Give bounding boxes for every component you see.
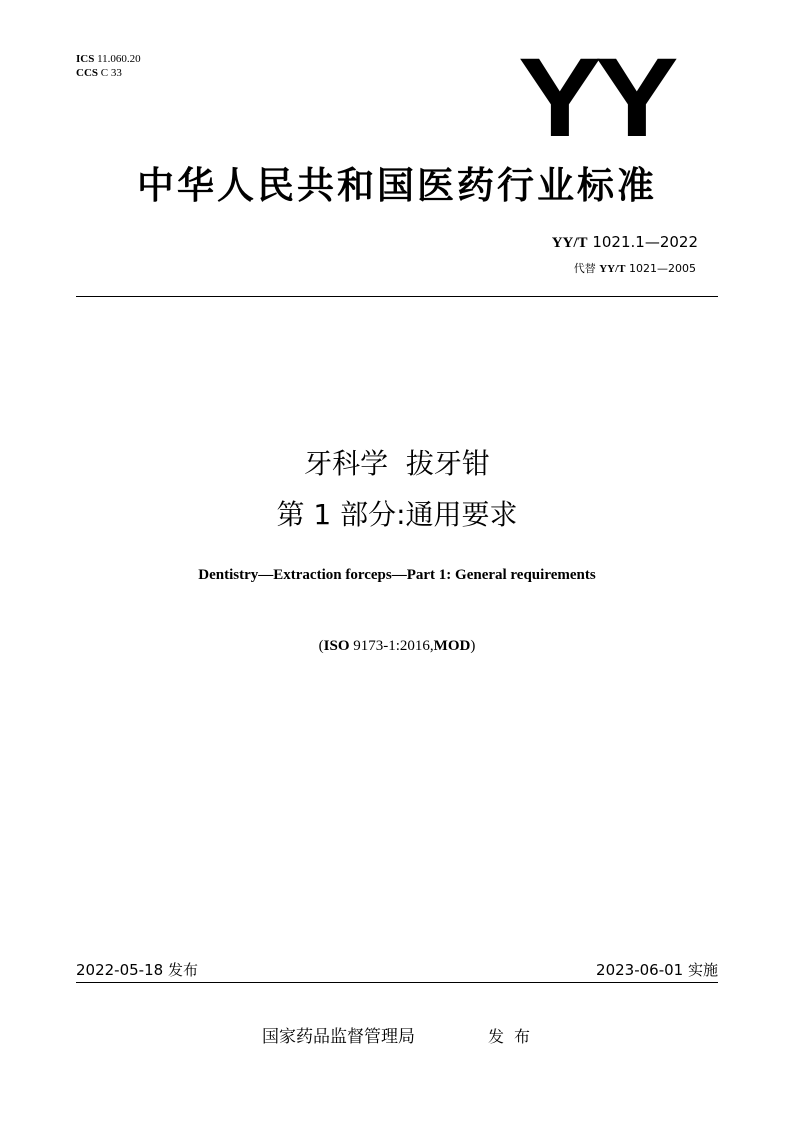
adoption-note (0, 638, 794, 655)
ccs-code (76, 66, 141, 80)
adoption-iso: ISO (323, 638, 350, 654)
ccs-value: C 33 (100, 67, 122, 79)
adoption-open: ( (318, 638, 324, 654)
adoption-mod: MOD (433, 638, 471, 654)
replaces-standard (574, 260, 696, 276)
ics-value: 11.060.20 (97, 53, 141, 65)
issuer-name: 国家药品监督管理局 (262, 1027, 415, 1047)
ccs-label: CCS (76, 67, 99, 79)
standard-prefix: YY/T (551, 235, 588, 251)
adoption-number: 9173-1:2016, (349, 638, 434, 654)
issue-word: 发布 (488, 1027, 541, 1046)
footer-divider (76, 982, 718, 983)
replaces-prefix: 代替 (573, 262, 600, 275)
implementation-date: 2023-06-01 实施 (596, 961, 718, 979)
title-line-1: 牙科学 拔牙钳 (304, 447, 490, 480)
header-divider (76, 296, 718, 297)
title-line-2: 第 1 部分:通用要求 (276, 498, 518, 531)
classification-codes (76, 52, 141, 80)
replaces-code: YY/T (599, 263, 626, 275)
adoption-close: ) (470, 638, 476, 654)
replaces-number: 1021—2005 (625, 262, 696, 275)
issue-date: 2022-05-18 发布 (76, 961, 198, 979)
yy-logo: YY (518, 35, 672, 160)
organization-title: 中华人民共和国医药行业标准 (137, 164, 657, 207)
standard-number (552, 233, 698, 252)
ics-code (76, 52, 141, 66)
ics-label: ICS (76, 53, 95, 65)
standard-number-value: 1021.1—2022 (587, 233, 698, 251)
english-title: Dentistry—Extraction forceps—Part 1: General requirements (198, 567, 596, 583)
